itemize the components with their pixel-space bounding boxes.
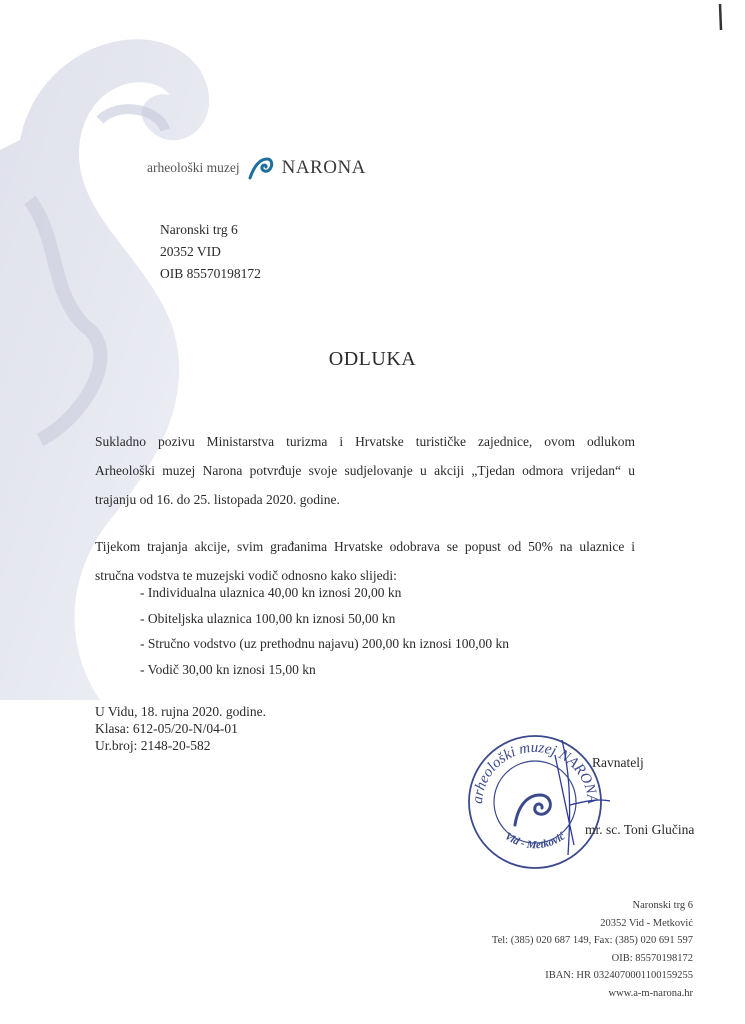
- klasa: Klasa: 612-05/20-N/04-01: [95, 721, 238, 736]
- list-item: - Obiteljska ulaznica 100,00 kn iznosi 50,00 kn: [140, 610, 396, 626]
- footer-contact: [492, 897, 693, 1002]
- footer-city: 20352 Vid - Metković: [600, 917, 693, 929]
- scan-mark: [717, 2, 725, 32]
- address-city: 20352 VID: [160, 244, 221, 259]
- list-item: - Vodič 30,00 kn iznosi 15,00 kn: [140, 661, 316, 677]
- document-title: ODLUKA: [328, 348, 417, 370]
- museum-name: NARONA: [281, 157, 366, 178]
- paragraph-line: Sukladno pozivu Ministarstva turizma i Hrvatske turističke zajednice, ovom odlukom: [95, 434, 635, 449]
- list-item: - Stručno vodstvo (uz prethodnu najavu) 200,00 kn iznosi 100,00 kn: [140, 636, 509, 651]
- address-oib: OIB 85570198172: [160, 266, 261, 281]
- footer-iban: IBAN: HR 0324070001100159255: [545, 970, 693, 981]
- footer-oib: OIB: 85570198172: [611, 952, 693, 964]
- address-street: Naronski trg 6: [160, 222, 238, 237]
- paragraph-line: stručna vodstva te muzejski vodič odnosno kako slijedi:: [95, 568, 397, 583]
- footer-phone: Tel: (385) 020 687 149, Fax: (385) 020 691 597: [491, 935, 693, 946]
- signature-role: Ravnatelj: [592, 755, 644, 770]
- paragraph-decision: [95, 427, 635, 514]
- director-name: mr. sc. Toni Glučina: [585, 822, 695, 837]
- footer-street: Naronski trg 6: [632, 900, 693, 911]
- place-date: U Vidu, 18. rujna 2020. godine.: [95, 704, 267, 719]
- svg-text:Vid - Metković: Vid - Metković: [502, 830, 568, 852]
- address-block: [160, 219, 261, 285]
- document-meta: [95, 703, 266, 754]
- paragraph-line: trajanju od 16. do 25. listopada 2020. godine.: [95, 492, 340, 507]
- official-stamp: [460, 725, 610, 875]
- paragraph-line: Tijekom trajanja akcije, svim građanima Hrvatske odobrava se popust od 50% na ulaznice i: [95, 539, 635, 554]
- letterhead: [147, 156, 366, 180]
- spiral-wave-icon: [515, 795, 550, 825]
- svg-text:arheološki muzej NARONA: arheološki muzej NARONA: [469, 739, 601, 805]
- spiral-wave-icon: [248, 156, 274, 180]
- footer-web: www.a-m-narona.hr: [608, 987, 693, 999]
- museum-prefix: arheološki muzej: [147, 160, 240, 175]
- urbroj: Ur.broj: 2148-20-582: [95, 738, 211, 753]
- price-list: [140, 580, 509, 682]
- paragraph-line: Arheološki muzej Narona potvrđuje svoje sudjelovanje u akciji „Tjedan odmora vrijedan“ u: [95, 463, 635, 478]
- list-item: - Individualna ulaznica 40,00 kn iznosi 20,00 kn: [140, 585, 402, 600]
